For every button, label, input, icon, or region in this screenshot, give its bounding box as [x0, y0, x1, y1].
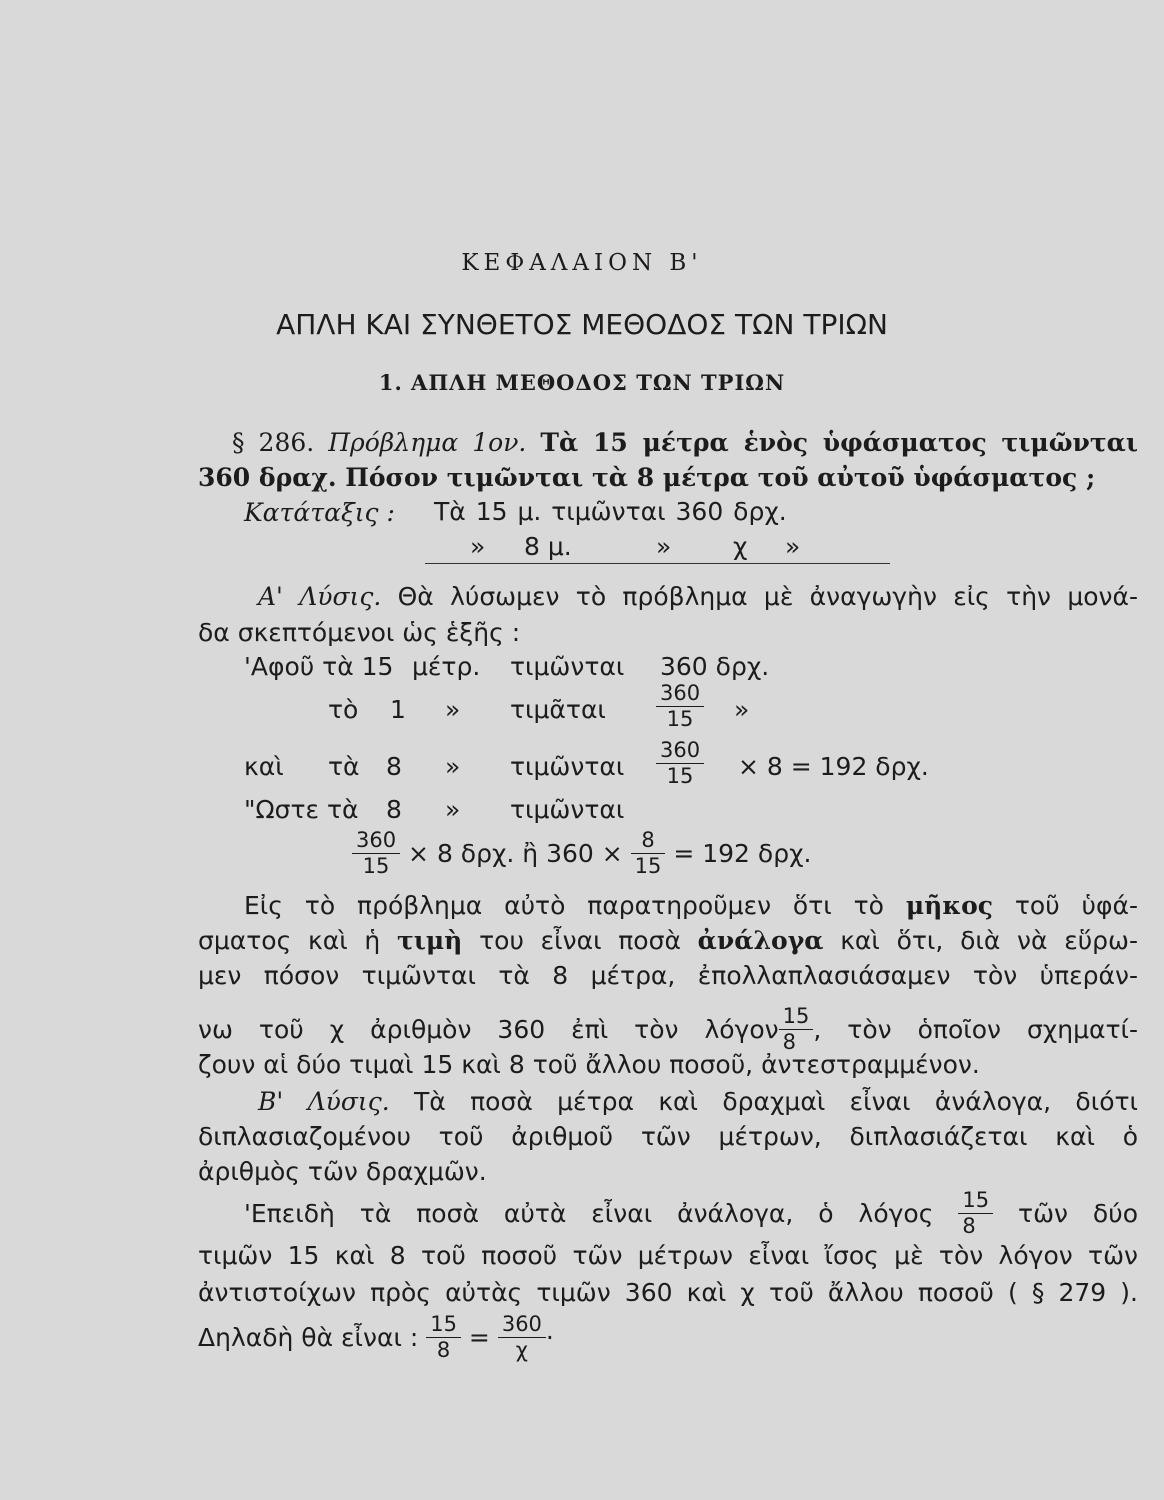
arrangement-row-2-unknown: χ [733, 532, 748, 561]
solution-a-text-1: Θὰ λύσωμεν τὸ πρόβλημα μὲ ἀναγωγὴν εἰς τὴν μονά- [397, 582, 1138, 611]
emphasis-proportional: ἀνάλογα [697, 926, 824, 955]
fraction-numerator: 360 [656, 683, 704, 707]
paragraph-1-text: του εἶναι ποσὰ [479, 926, 681, 955]
reduction-row-4-quote: » [445, 795, 461, 824]
reduction-row-2-fraction [656, 683, 704, 730]
paragraph-1-text: νω τοῦ χ ἀριθμὸν 360 ἐπὶ τὸν λόγον [198, 1015, 779, 1044]
end-mark: · [545, 1323, 554, 1352]
solution-a-label: Α' Λύσις. [258, 582, 382, 611]
solution-b-line-2: διπλασιαζομένου τοῦ ἀριθμοῦ τῶν μέτρων, διπλασιάζεται καὶ ὁ [198, 1122, 1138, 1151]
paragraph-1-text: Εἰς τὸ πρόβλημα αὐτὸ παρατηροῦμεν ὅτι τὸ [244, 891, 884, 920]
fraction-denominator: 8 [782, 1030, 796, 1054]
reduction-row-3-verb: τιμῶνται [510, 752, 625, 781]
section-heading: 1. ΑΠΛΗ ΜΕΘΟΔΟΣ ΤΩΝ ΤΡΙΩΝ [378, 370, 786, 395]
reduction-row-3-result: × 8 = 192 δρχ. [738, 752, 929, 781]
arrangement-label: Κατάταξις : [244, 498, 395, 527]
reduction-row-1-subject: 'Αφοῦ τὰ 15 [244, 652, 394, 681]
ratio-fraction [958, 1190, 993, 1237]
arrangement-row-2-quote-1: » [470, 532, 486, 561]
reduction-row-2-quote: » [445, 695, 461, 724]
arrangement-row-2-meters: 8 μ. [524, 532, 572, 561]
problem-text-2: 360 δραχ. Πόσον τιμῶνται τὰ 8 μέτρα τοῦ αὐτοῦ ὑφάσματος ; [198, 463, 1096, 492]
reduction-row-4-verb: τιμῶνται [510, 795, 625, 824]
arrangement-row-2-quote-3: » [785, 532, 801, 561]
paragraph-2-line-3: ἀντιστοίχων πρὸς αὐτὰς τιμῶν 360 καὶ χ τοῦ ἄλλου ποσοῦ ( § 279 ). [198, 1278, 1138, 1307]
reduction-row-1-unit: μέτρ. [412, 652, 481, 681]
paragraph-1-text: καὶ ὅτι, διὰ νὰ εὕρω- [840, 926, 1139, 955]
solution-a-text-2: δα σκεπτόμενοι ὡς ἑξῆς : [198, 618, 521, 647]
fraction-denominator: 8 [962, 1214, 976, 1238]
reduction-row-1-value: 360 δρχ. [660, 652, 770, 681]
paragraph-2-line-2: τιμῶν 15 καὶ 8 τοῦ ποσοῦ τῶν μέτρων εἶναι ἴσος μὲ τὸν λόγον τῶν [198, 1241, 1138, 1270]
formula-end: = 192 δρχ. [673, 839, 812, 868]
fraction-numerator: 8 [631, 830, 666, 854]
fraction-denominator: 15 [362, 854, 390, 878]
reduction-row-3-quote: » [445, 752, 461, 781]
fraction-denominator: 15 [666, 764, 694, 788]
reduction-row-2-quote-end: » [734, 695, 750, 724]
paragraph-1-text: , τὸν ὁποῖον σχηματί- [813, 1015, 1139, 1044]
paragraph-2-text: τῶν δύο [1018, 1199, 1138, 1228]
fraction-numerator: 360 [656, 740, 704, 764]
reduction-result-formula [352, 830, 811, 877]
emphasis-price: τιμὴ [396, 926, 463, 955]
solution-a-line-1 [258, 582, 1138, 611]
problem-number: § 286. [232, 428, 315, 457]
ratio-fraction [779, 1006, 814, 1053]
emphasis-length: μῆκος [905, 891, 993, 920]
fraction-denominator: 15 [666, 707, 694, 731]
reduction-row-1-verb: τιμῶνται [510, 652, 625, 681]
reduction-row-3-and: καὶ [244, 752, 284, 781]
paragraph-1-line-1 [244, 891, 1138, 920]
fraction-denominator: 8 [436, 1338, 451, 1362]
proportion-left [426, 1314, 461, 1361]
fraction-denominator: χ [515, 1338, 528, 1362]
fraction-numerator: 15 [779, 1006, 814, 1030]
formula-middle: × 8 δρχ. ἢ 360 × [408, 839, 623, 868]
arrangement-row-2-quote-2: » [656, 532, 672, 561]
problem-label: Πρόβλημα 1ον. [328, 428, 527, 457]
fraction-numerator: 360 [352, 830, 400, 854]
solution-b-line-3: ἀριθμὸς τῶν δραχμῶν. [198, 1157, 487, 1186]
paragraph-1-line-3: μεν πόσον τιμῶνται τὰ 8 μέτρα, ἐπολλαπλασιάσαμεν τὸν ὑπεράν- [198, 961, 1138, 990]
paragraph-2-text: Δηλαδὴ θὰ εἶναι : [198, 1323, 419, 1352]
paragraph-2-text: 'Επειδὴ τὰ ποσὰ αὐτὰ εἶναι ἀνάλογα, ὁ λόγος [244, 1199, 934, 1228]
reduction-row-3-fraction [656, 740, 704, 787]
solution-b-text-1: Τὰ ποσὰ μέτρα καὶ δραχμαὶ εἶναι ἀνάλογα, διότι [414, 1087, 1138, 1116]
chapter-heading: ΚΕΦΑΛΑΙΟΝ Β' [461, 250, 703, 276]
reduction-row-3-article: τὰ [328, 752, 360, 781]
fraction-numerator: 15 [426, 1314, 461, 1338]
problem-line-1 [232, 428, 1138, 457]
solution-b-line-1 [258, 1087, 1138, 1116]
reduction-row-2-verb: τιμᾶται [510, 695, 606, 724]
paragraph-1-line-2 [198, 926, 1138, 955]
reduction-row-2-number: 1 [390, 695, 406, 724]
reduction-row-3-number: 8 [386, 752, 402, 781]
fraction-numerator: 360 [498, 1314, 546, 1338]
reduction-row-4-number: 8 [386, 795, 402, 824]
paragraph-1-text: σματος καὶ ἡ [198, 926, 381, 955]
paragraph-2-line-1 [244, 1190, 1138, 1237]
paragraph-1-line-5: ζουν αἱ δύο τιμαὶ 15 καὶ 8 τοῦ ἄλλου ποσοῦ, ἀντεστραμμένον. [198, 1050, 980, 1079]
solution-b-label: Β' Λύσις. [258, 1087, 390, 1116]
paragraph-1-text: τοῦ ὑφά- [1014, 891, 1139, 920]
page-title: ΑΠΛΗ ΚΑΙ ΣΥΝΘΕΤΟΣ ΜΕΘΟΔΟΣ ΤΩΝ ΤΡΙΩΝ [276, 308, 888, 341]
paragraph-1-line-4 [198, 1006, 1138, 1053]
proportion-right [498, 1314, 546, 1361]
arrangement-row-1: Τὰ 15 μ. τιμῶνται 360 δρχ. [434, 497, 787, 526]
problem-text-1: Τὰ 15 μέτρα ἑνὸς ὑφάσματος τιμῶνται [540, 428, 1139, 457]
fraction-denominator: 15 [634, 854, 662, 878]
arrangement-divider [425, 563, 890, 564]
paragraph-2-line-4 [198, 1314, 554, 1361]
equals-sign: = [468, 1323, 490, 1352]
reduction-row-4-therefore: "Ωστε τὰ [244, 795, 359, 824]
reduction-row-2-article: τὸ [328, 695, 359, 724]
fraction-numerator: 15 [958, 1190, 993, 1214]
